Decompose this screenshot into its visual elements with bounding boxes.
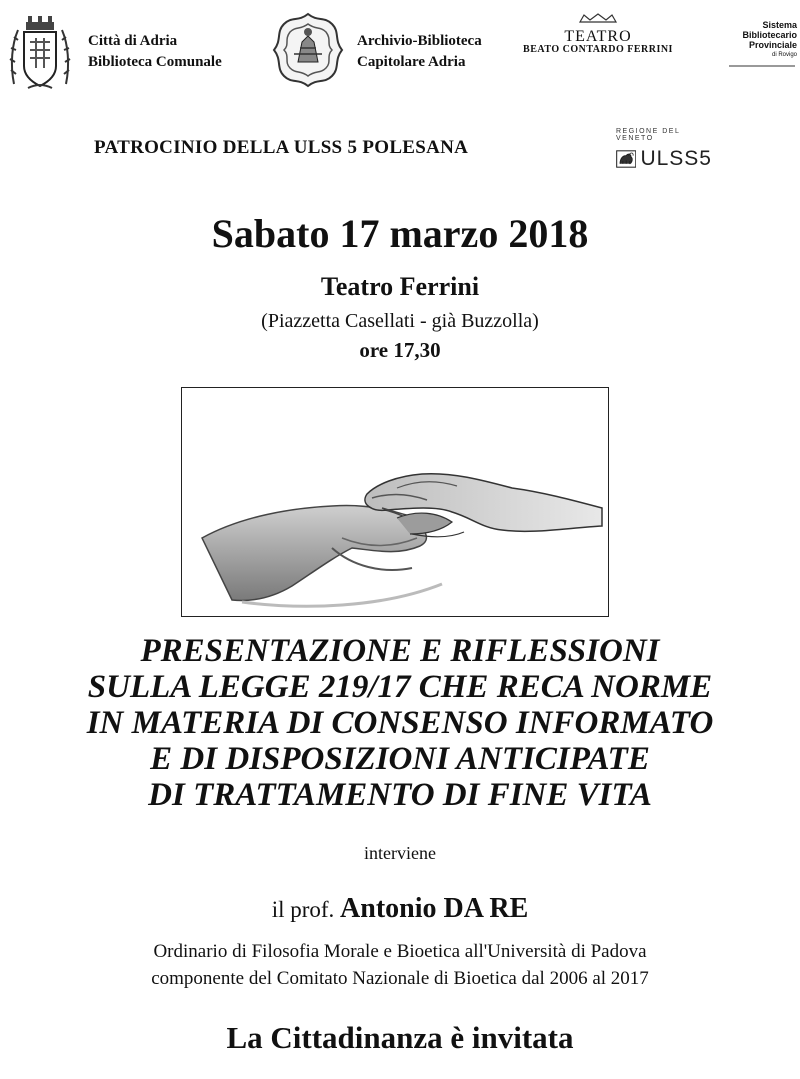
library-system-underline — [727, 64, 797, 68]
speaker-prefix: il prof. — [271, 897, 335, 922]
speaker-role-line2: componente del Comitato Nazionale di Bioetica dal 2006 al 2017 — [151, 968, 649, 989]
library-system-line1: Sistema — [762, 20, 797, 30]
speaker-name: Antonio DA RE — [340, 893, 529, 924]
event-date: Sabato 17 marzo 2018 — [211, 211, 589, 256]
city-crest-icon — [8, 14, 72, 92]
city-name: Città di Adria — [88, 33, 178, 49]
headline-line: SULLA LEGGE 219/17 CHE RECA NORME — [87, 669, 713, 705]
holding-hands-drawing — [182, 388, 608, 616]
headline-line: E DI DISPOSIZIONI ANTICIPATE — [150, 741, 650, 777]
theatre-subtitle: BEATO CONTARDO FERRINI — [523, 44, 673, 55]
archive-label — [357, 31, 482, 73]
ulss-lion-icon — [616, 146, 636, 172]
city-library-label — [88, 31, 222, 73]
library-system-line4: di Rovigo — [771, 52, 797, 58]
ulss-name: ULSS5 — [640, 147, 712, 170]
theatre-crown-icon — [578, 13, 618, 23]
speaker-line — [0, 893, 800, 925]
event-venue: Teatro Ferrini — [320, 272, 480, 301]
headline-line: DI TRATTAMENTO DI FINE VITA — [148, 777, 652, 813]
archive-subname: Capitolare Adria — [357, 54, 466, 70]
city-library-name: Biblioteca Comunale — [88, 54, 222, 70]
theatre-logo — [512, 10, 684, 55]
archive-name: Archivio-Biblioteca — [357, 33, 482, 49]
speaker-role-line1: Ordinario di Filosofia Morale e Bioetica all'Università di Padova — [153, 941, 647, 962]
speaker-intro: interviene — [364, 843, 436, 863]
headline-line: PRESENTAZIONE E RIFLESSIONI — [140, 633, 660, 669]
holding-hands-image — [181, 387, 609, 617]
ulss-region: REGIONE DEL VENETO — [616, 128, 681, 142]
event-time: ore 17,30 — [359, 338, 441, 362]
theatre-title: TEATRO — [564, 28, 632, 45]
speaker-role — [0, 938, 800, 992]
headline-line: IN MATERIA DI CONSENSO INFORMATO — [86, 705, 714, 741]
library-system-line2: Bibliotecario — [742, 30, 797, 40]
patronage-text: PATROCINIO DELLA ULSS 5 POLESANA — [94, 137, 469, 158]
headline — [0, 633, 800, 813]
archive-seal-icon — [270, 12, 346, 88]
ulss-logo — [616, 128, 712, 172]
library-system-logo — [707, 20, 797, 70]
event-address: (Piazzetta Casellati - già Buzzolla) — [261, 310, 539, 332]
invitation: La Cittadinanza è invitata — [226, 1020, 574, 1055]
library-system-line3: Provinciale — [748, 40, 797, 50]
